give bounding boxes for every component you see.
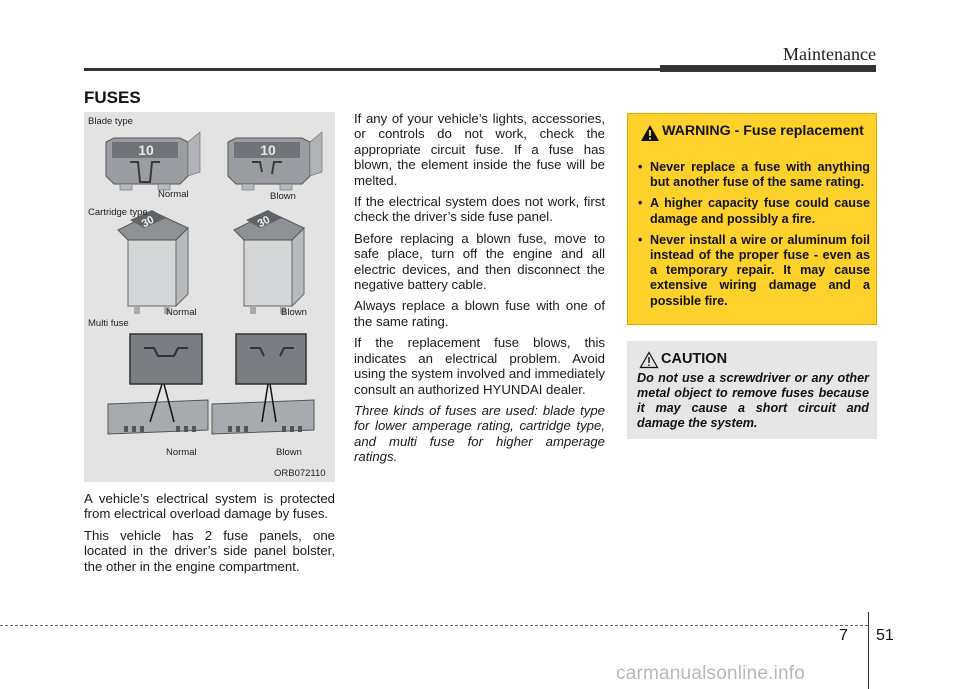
multi-fuse-normal [108, 334, 208, 434]
warning-item: • A higher capacity fuse could cause damage and possibly a fire. [638, 196, 870, 226]
blade-fuse-blown [228, 132, 322, 190]
footer-divider [868, 612, 869, 689]
page-heading: FUSES [84, 88, 141, 107]
footer-rule [0, 625, 868, 626]
section-title: Maintenance [783, 44, 876, 64]
label-multi-fuse: Multi fuse [88, 318, 129, 329]
figure-code: ORB072110 [274, 468, 326, 479]
multi-fuse-blown [212, 334, 314, 434]
paragraph: If any of your vehicle’s lights, accessories, or controls do not work, check the appropriate circuit fuse. If a fuse has blown, the element inside the fuse will be melted. [354, 111, 605, 188]
chapter-number: 7 [839, 627, 848, 644]
paragraph: Always replace a blown fuse with one of the same rating. [354, 298, 605, 329]
cartridge-fuse-blown [234, 210, 304, 314]
warning-title: WARNING - Fuse replacement [662, 123, 864, 139]
warning-item: • Never replace a fuse with anything but another fuse of the same rating. [638, 160, 870, 190]
blade-marking-normal: 10 [138, 142, 154, 158]
caution-triangle-icon [639, 351, 659, 369]
watermark: carmanualsonline.info [616, 663, 806, 684]
left-column-text [84, 491, 335, 580]
paragraph-italic: Three kinds of fuses are used: blade type for lower amperage rating, cartridge type, and multi fuse for higher amperage ratings. [354, 402, 605, 465]
label-multi-normal: Normal [166, 447, 197, 458]
warning-box [627, 113, 877, 325]
caution-title: CAUTION [661, 351, 728, 367]
blade-marking-blown: 10 [260, 142, 276, 158]
label-cartridge-blown: Blown [281, 307, 307, 318]
label-blade-normal: Normal [158, 189, 189, 200]
paragraph: This vehicle has 2 fuse panels, one located in the driver’s side panel bolster, the other in the engine compartment. [84, 527, 335, 574]
warning-list [638, 160, 870, 315]
label-multi-blown: Blown [276, 447, 302, 458]
label-blade-type: Blade type [88, 116, 133, 127]
caution-text: Do not use a screwdriver or any other metal object to remove fuses because it may cause a short circuit and damage the system. [637, 371, 869, 430]
label-cartridge-type: Cartridge type [88, 207, 148, 218]
page-number: 51 [876, 627, 894, 644]
label-cartridge-normal: Normal [166, 307, 197, 318]
header-rule-accent [660, 65, 876, 72]
paragraph: A vehicle’s electrical system is protected from electrical overload damage by fuses. [84, 491, 335, 522]
cartridge-marking-normal: 30 [139, 213, 157, 231]
middle-column-text [354, 111, 605, 471]
paragraph: If the replacement fuse blows, this indicates an electrical problem. Avoid using the system involved and immediately consult an authorized HYUNDAI dealer. [354, 335, 605, 397]
warning-item: • Never install a wire or aluminum foil instead of the proper fuse - even as a temporary repair. It may cause extensive wiring damage and a possible fire. [638, 233, 870, 309]
cartridge-fuse-normal [118, 210, 188, 314]
cartridge-marking-blown: 30 [255, 213, 273, 231]
fuse-illustration [84, 112, 335, 482]
caution-box [627, 341, 877, 439]
paragraph: Before replacing a blown fuse, move to safe place, turn off the engine and all electric devices, and then disconnect the negative battery cable. [354, 230, 605, 293]
paragraph: If the electrical system does not work, first check the driver’s side fuse panel. [354, 194, 605, 225]
fuse-figure [84, 112, 335, 482]
blade-fuse-normal [106, 132, 200, 190]
label-blade-blown: Blown [270, 191, 296, 202]
warning-triangle-icon [640, 124, 660, 142]
